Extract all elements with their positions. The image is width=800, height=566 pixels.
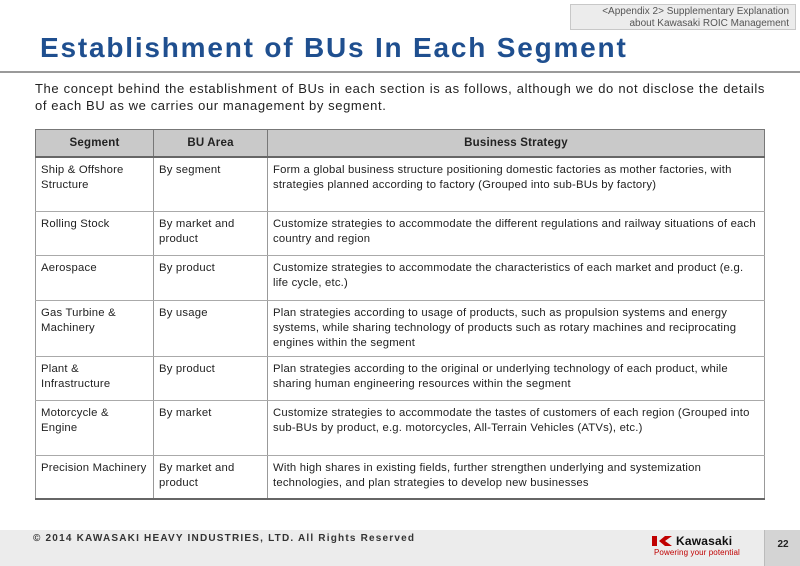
table-row [36,356,765,400]
table-header-row [36,130,765,158]
bu-area-cell: By segment [154,157,268,211]
segment-cell: Plant & Infrastructure [36,356,154,400]
table-row [36,211,765,255]
copyright-text: © 2014 KAWASAKI HEAVY INDUSTRIES, LTD. All Rights Reserved [33,533,416,544]
page-title: Establishment of BUs In Each Segment [40,32,628,63]
kawasaki-logo [652,535,752,561]
segment-cell: Gas Turbine & Machinery [36,300,154,356]
bu-area-cell: By product [154,255,268,300]
intro-paragraph: The concept behind the establishment of BUs in each section is as follows, although we do not disclose the details of each BU as we carries our management by segment. [35,81,765,113]
segment-cell: Rolling Stock [36,211,154,255]
bu-table [35,129,765,500]
table-row [36,255,765,300]
footer-bar [0,530,800,566]
segment-cell: Aerospace [36,255,154,300]
bu-area-cell: By market [154,400,268,455]
header-bu-area: BU Area [154,130,268,158]
header-segment: Segment [36,130,154,158]
segment-cell: Precision Machinery [36,455,154,499]
bu-area-cell: By usage [154,300,268,356]
strategy-cell: With high shares in existing fields, further strengthen underlying and systemization technologies, and plan strategies to develop new businesses [268,455,765,499]
appendix-label [570,4,796,30]
bu-area-cell: By market and product [154,211,268,255]
table-row [36,400,765,455]
page-number: 22 [764,530,800,566]
header-business-strategy: Business Strategy [268,130,765,158]
table-row [36,157,765,211]
bu-area-cell: By market and product [154,455,268,499]
table-row [36,300,765,356]
bu-area-cell: By product [154,356,268,400]
strategy-cell: Customize strategies to accommodate the characteristics of each market and product (e.g. life cycle, etc.) [268,255,765,300]
appendix-line-2: about Kawasaki ROIC Management [629,18,789,29]
strategy-cell: Plan strategies according to the original or underlying technology of each product, while sharing human engineering resources within the segment [268,356,765,400]
strategy-cell: Form a global business structure positioning domestic factories as mother factories, with strategies planned according to factory (Grouped into sub-BUs by factory) [268,157,765,211]
kawasaki-mark-icon [652,536,674,546]
logo-tagline: Powering your potential [654,548,740,557]
segment-cell: Motorcycle & Engine [36,400,154,455]
segment-cell: Ship & Offshore Structure [36,157,154,211]
strategy-cell: Plan strategies according to usage of products, such as propulsion systems and energy systems, while sharing technology of products such as rotary machines and reciprocating engines within the segment [268,300,765,356]
table-row [36,455,765,499]
title-divider [0,71,800,73]
strategy-cell: Customize strategies to accommodate the different regulations and railway situations of each country and region [268,211,765,255]
strategy-cell: Customize strategies to accommodate the tastes of customers of each region (Grouped into sub-BUs by product, e.g. motorcycles, All-Terrain Vehicles (ATVs), etc.) [268,400,765,455]
appendix-line-1: <Appendix 2> Supplementary Explanation [602,6,789,17]
logo-brand-text: Kawasaki [676,534,733,548]
